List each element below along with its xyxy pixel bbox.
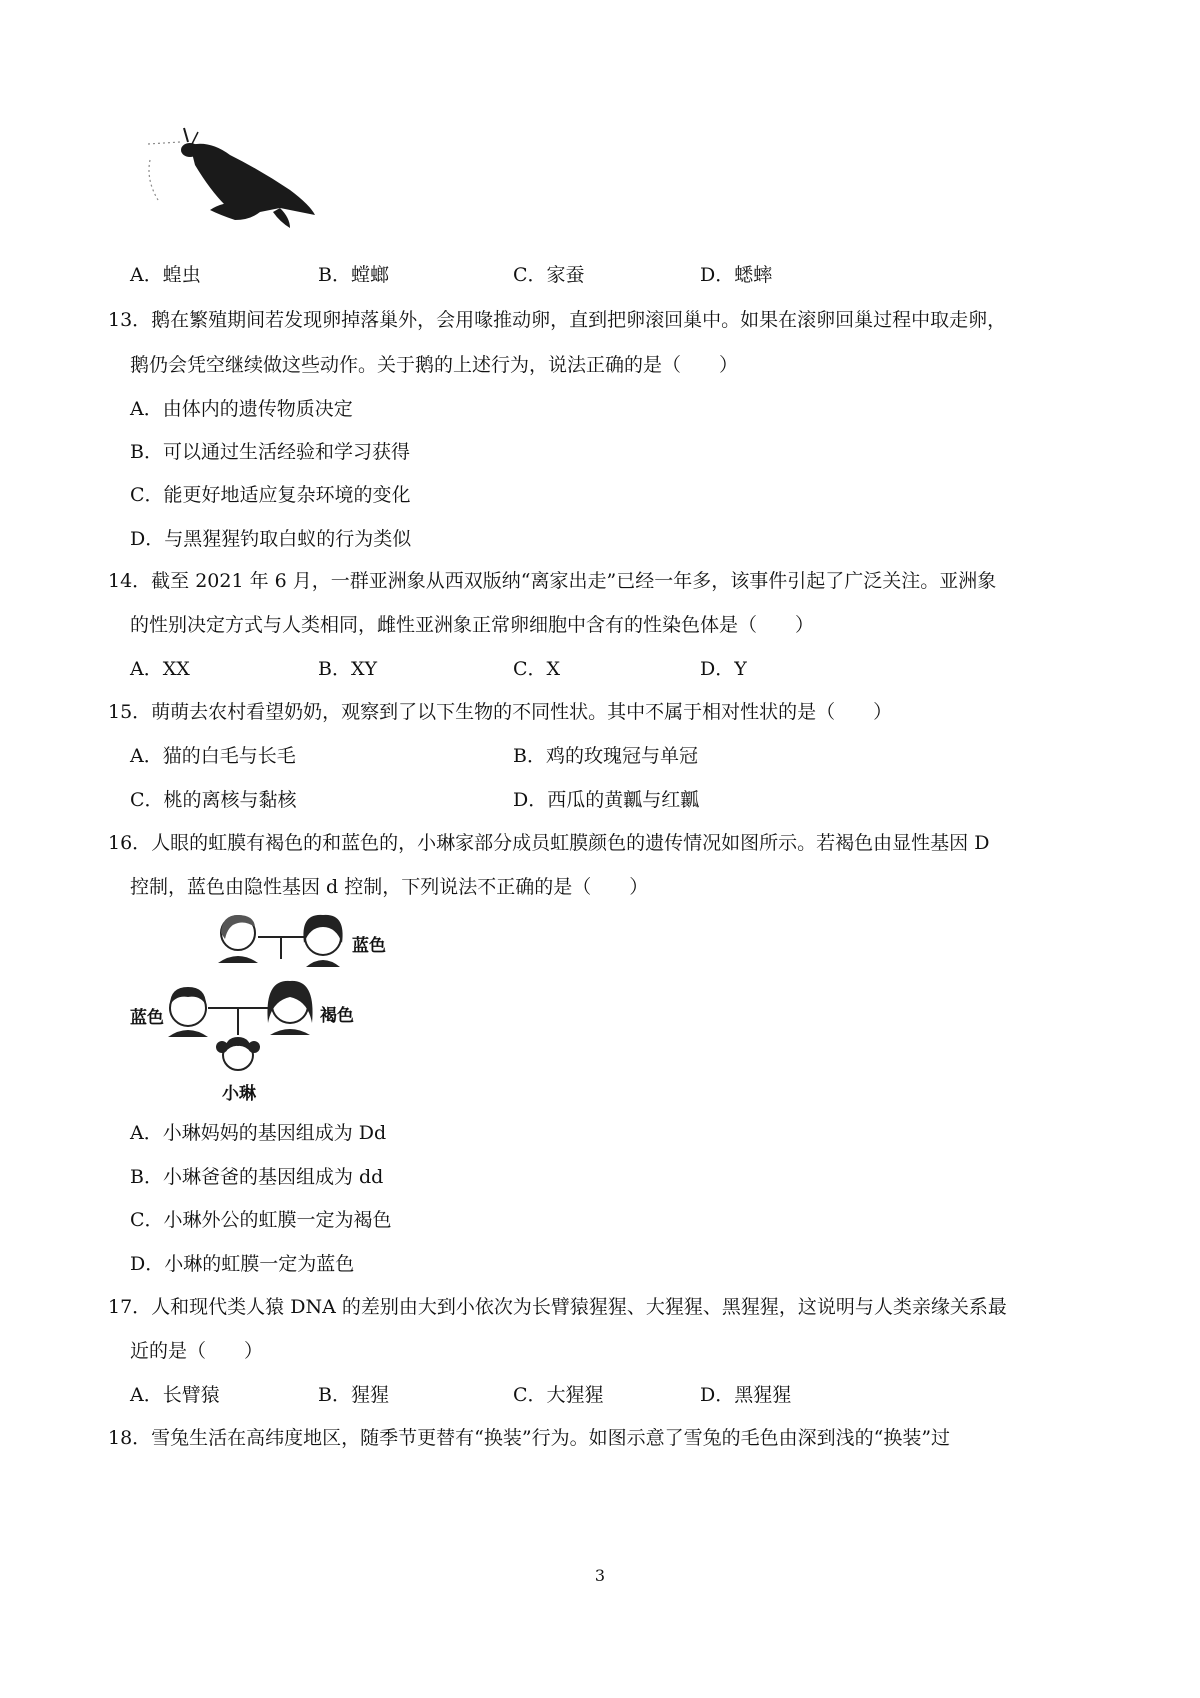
q16-stem-line1: 16．人眼的虹膜有褐色的和蓝色的，小琳家部分成员虹膜颜色的遗传情况如图所示。若褐色由显性基因 D (108, 832, 990, 854)
q12-option-c: C．家蚕 (513, 264, 585, 286)
q17-stem-line1: 17．人和现代类人猿 DNA 的差别由大到小依次为长臂猿猩猩、大猩猩、黑猩猩，这说明与人类亲缘关系最 (108, 1296, 1007, 1318)
grandfather-portrait (218, 915, 258, 963)
grandmother-portrait (303, 915, 342, 967)
q13-option-a: A．由体内的遗传物质决定 (130, 398, 353, 420)
q14-option-c: C．X (513, 658, 561, 680)
q14-stem-line1: 14．截至 2021 年 6 月，一群亚洲象从西双版纳“离家出走”已经一年多，该事件引起了广泛关注。亚洲象 (108, 570, 997, 592)
q17-option-a: A．长臂猿 (130, 1384, 220, 1406)
insect-figure (140, 120, 340, 240)
q17-option-c: C．大猩猩 (513, 1384, 604, 1406)
q12-option-d: D．蟋蟀 (700, 264, 773, 286)
father-label: 蓝色 (130, 1008, 164, 1028)
q14-option-b: B．XY (318, 658, 378, 680)
q16-stem-line2: 控制，蓝色由隐性基因 d 控制，下列说法不正确的是（ ） (130, 876, 649, 898)
q16-option-c: C．小琳外公的虹膜一定为褐色 (130, 1209, 392, 1231)
q16-option-a: A．小琳妈妈的基因组成为 Dd (130, 1122, 387, 1144)
q15-option-d: D．西瓜的黄瓤与红瓤 (513, 789, 700, 811)
q13-stem-line1: 13．鹅在繁殖期间若发现卵掉落巢外，会用喙推动卵，直到把卵滚回巢中。如果在滚卵回巢过程中取走卵， (108, 309, 1007, 331)
q15-option-b: B．鸡的玫瑰冠与单冠 (513, 745, 698, 767)
grandmother-label: 蓝色 (352, 936, 386, 956)
q12-option-a: A．蝗虫 (130, 264, 201, 286)
q13-option-b: B．可以通过生活经验和学习获得 (130, 441, 410, 463)
q16-option-b: B．小琳爸爸的基因组成为 dd (130, 1166, 384, 1188)
q14-option-a: A．XX (130, 658, 190, 680)
q17-stem-line2: 近的是（ ） (130, 1340, 264, 1362)
page-number: 3 (594, 1566, 606, 1585)
pedigree-figure (130, 905, 410, 1104)
q13-option-d: D．与黑猩猩钓取白蚁的行为类似 (130, 528, 412, 550)
q14-option-d: D．Y (700, 658, 747, 680)
mother-portrait (267, 981, 312, 1035)
father-portrait (168, 987, 208, 1037)
child-label: 小琳 (222, 1084, 256, 1104)
q15-option-a: A．猫的白毛与长毛 (130, 745, 296, 767)
q15-stem: 15．萌萌去农村看望奶奶，观察到了以下生物的不同性状。其中不属于相对性状的是（ ） (108, 701, 893, 723)
q12-option-b: B．螳螂 (318, 264, 389, 286)
q17-option-b: B．猩猩 (318, 1384, 389, 1406)
q15-option-c: C．桃的离核与黏核 (130, 789, 297, 811)
child-portrait (216, 1037, 260, 1070)
q18-stem-line1: 18．雪兔生活在高纬度地区，随季节更替有“换装”行为。如图示意了雪兔的毛色由深到浅的“换装”过 (108, 1427, 951, 1449)
q16-option-d: D．小琳的虹膜一定为蓝色 (130, 1253, 355, 1275)
mother-label: 褐色 (320, 1006, 354, 1026)
q13-option-c: C．能更好地适应复杂环境的变化 (130, 484, 411, 506)
q17-option-d: D．黑猩猩 (700, 1384, 792, 1406)
q14-stem-line2: 的性别决定方式与人类相同，雌性亚洲象正常卵细胞中含有的性染色体是（ ） (130, 614, 815, 636)
q13-stem-line2: 鹅仍会凭空继续做这些动作。关于鹅的上述行为，说法正确的是（ ） (130, 354, 739, 376)
